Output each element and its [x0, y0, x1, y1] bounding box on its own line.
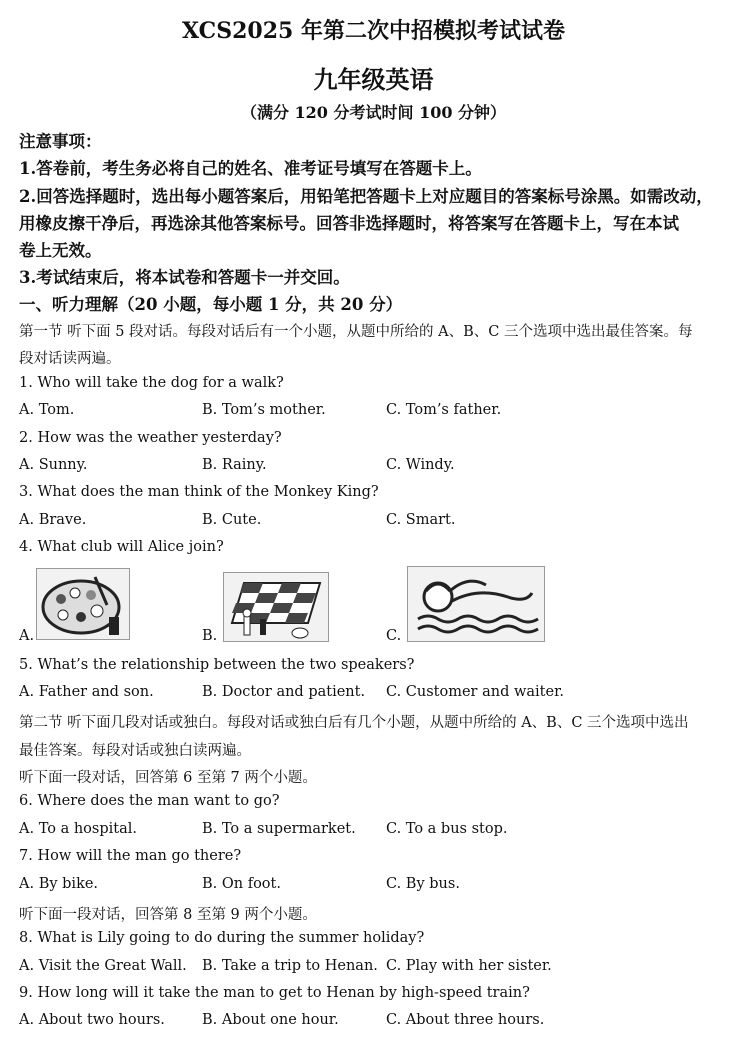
option-4b: B.	[202, 628, 218, 644]
subject-title: 九年级英语	[313, 65, 434, 94]
question-4: 4. What club will Alice join?	[19, 539, 224, 555]
question-7: 7. How will the man go there?	[19, 848, 242, 864]
option-3a: A. Brave.	[19, 512, 87, 528]
option-6b: B. To a supermarket.	[202, 821, 356, 837]
note-item: 卷上无效。	[19, 241, 102, 260]
question-6: 6. Where does the man want to go?	[19, 793, 280, 809]
option-1b: B. Tom’s mother.	[202, 402, 326, 418]
option-5c: C. Customer and waiter.	[386, 684, 565, 700]
option-8a: A. Visit the Great Wall.	[19, 958, 187, 974]
option-7a: A. By bike.	[19, 876, 99, 892]
dialog-group-instruction: 听下面一段对话，回答第 8 至第 9 两个小题。	[19, 907, 317, 923]
part2-intro: 第二节 听下面几段对话或独白。每段对话或独白后有几个小题，从题中所给的 A、B、C 三个选项中选出	[19, 715, 689, 731]
section-heading: 一、听力理解（20 小题，每小题 1 分，共 20 分）	[19, 295, 403, 314]
notes-heading: 注意事项：	[19, 132, 102, 151]
option-1a: A. Tom.	[19, 402, 75, 418]
option-2a: A. Sunny.	[19, 457, 88, 473]
option-3b: B. Cute.	[202, 512, 262, 528]
part1-intro: 第一节 听下面 5 段对话。每段对话后有一个小题，从题中所给的 A、B、C 三个选项中选出最佳答案。每	[19, 324, 693, 340]
option-4b-image	[223, 572, 329, 642]
question-5: 5. What’s the relationship between the two speakers?	[19, 657, 415, 673]
option-3c: C. Smart.	[386, 512, 456, 528]
part1-intro: 段对话读两遍。	[19, 351, 121, 367]
option-6c: C. To a bus stop.	[386, 821, 508, 837]
question-8: 8. What is Lily going to do during the summer holiday?	[19, 930, 425, 946]
option-8c: C. Play with her sister.	[386, 958, 552, 974]
option-9c: C. About three hours.	[386, 1012, 545, 1028]
option-4a-image	[36, 568, 130, 640]
option-5b: B. Doctor and patient.	[202, 684, 366, 700]
exam-title: XCS2025 年第二次中招模拟考试试卷	[182, 18, 565, 44]
option-7b: B. On foot.	[202, 876, 281, 892]
note-item: 2.回答选择题时，选出每小题答案后，用铅笔把答题卡上对应题目的答案标号涂黑。如需改动，	[19, 187, 713, 206]
question-9: 9. How long will it take the man to get to Henan by high-speed train?	[19, 985, 530, 1001]
note-item: 用橡皮擦干净后，再选涂其他答案标号。回答非选择题时，将答案写在答题卡上，写在本试	[19, 214, 679, 233]
option-2b: B. Rainy.	[202, 457, 267, 473]
question-3: 3. What does the man think of the Monkey King?	[19, 484, 379, 500]
score-time-info: （满分 120 分考试时间 100 分钟）	[240, 103, 507, 122]
option-1c: C. Tom’s father.	[386, 402, 502, 418]
option-9a: A. About two hours.	[19, 1012, 165, 1028]
note-item: 3.考试结束后，将本试卷和答题卡一并交回。	[19, 268, 350, 287]
question-1: 1. Who will take the dog for a walk?	[19, 375, 284, 391]
option-4c: C.	[386, 628, 402, 644]
paint-palette-icon	[37, 569, 129, 639]
option-4c-image	[407, 566, 545, 642]
option-4a: A.	[19, 628, 35, 644]
chess-board-icon	[224, 573, 328, 641]
option-2c: C. Windy.	[386, 457, 455, 473]
dialog-group-instruction: 听下面一段对话，回答第 6 至第 7 两个小题。	[19, 770, 317, 786]
question-2: 2. How was the weather yesterday?	[19, 430, 282, 446]
option-8b: B. Take a trip to Henan.	[202, 958, 378, 974]
note-item: 1.答卷前，考生务必将自己的姓名、准考证号填写在答题卡上。	[19, 159, 482, 178]
option-6a: A. To a hospital.	[19, 821, 137, 837]
option-7c: C. By bus.	[386, 876, 460, 892]
option-9b: B. About one hour.	[202, 1012, 339, 1028]
swimmer-icon	[408, 567, 544, 641]
option-5a: A. Father and son.	[19, 684, 154, 700]
part2-intro: 最佳答案。每段对话或独白读两遍。	[19, 743, 251, 759]
